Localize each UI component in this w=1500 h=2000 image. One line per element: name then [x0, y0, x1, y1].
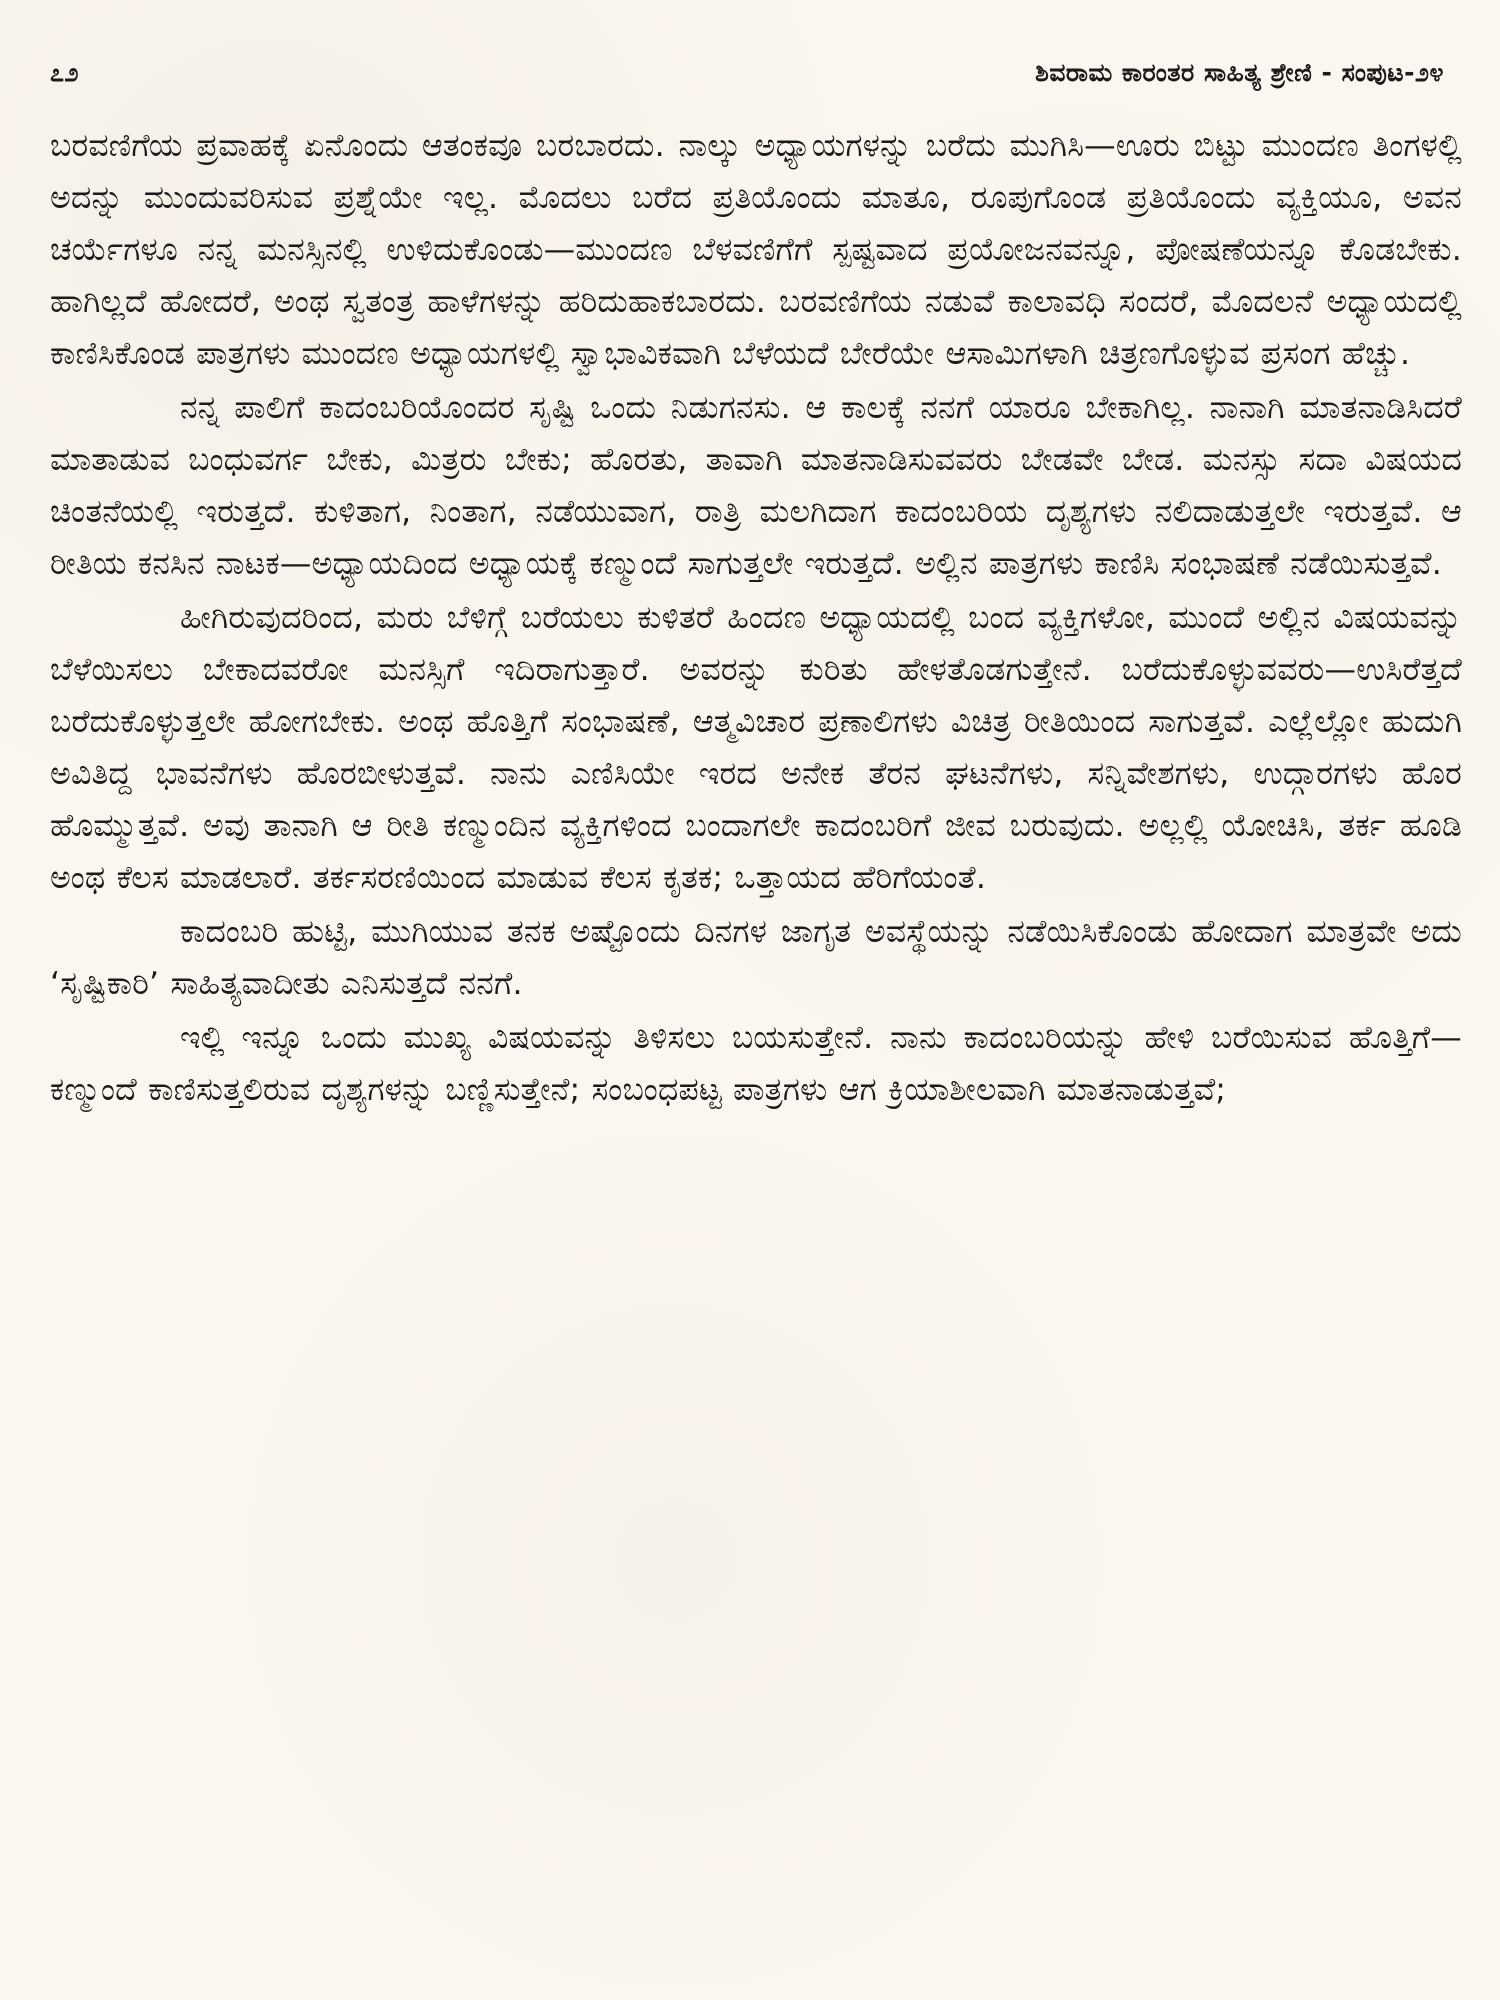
paragraph-4: ಕಾದಂಬರಿ ಹುಟ್ಟಿ, ಮುಗಿಯುವ ತನಕ ಅಷ್ಟೊಂದು ದಿನಗಳ ಜಾಗೃತ ಅವಸ್ಥೆಯನ್ನು ನಡೆಯಿಸಿಕೊಂಡು ಹೋದಾಗ ಮಾತ್ರವೇ ಅದು ‘ಸೃಷ್ಟಿಕಾರಿ’ ಸಾಹಿತ್ಯವಾದೀತು ಎನಿಸುತ್ತದೆ ನನಗೆ. — [50, 914, 1462, 1002]
paragraph-1: ಬರವಣಿಗೆಯ ಪ್ರವಾಹಕ್ಕೆ ಏನೊಂದು ಆತಂಕವೂ ಬರಬಾರದು. ನಾಲ್ಕು ಅಧ್ಯಾಯಗಳನ್ನು ಬರೆದು ಮುಗಿಸಿ—ಊರು ಬಿಟ್ಟು ಮುಂದಣ ತಿಂಗಳಲ್ಲಿ ಅದನ್ನು ಮುಂದುವರಿಸುವ ಪ್ರಶ್ನೆಯೇ ಇಲ್ಲ. ಮೊದಲು ಬರೆದ ಪ್ರತಿಯೊಂದು ಮಾತೂ, ರೂಪುಗೊಂಡ ಪ್ರತಿಯೊಂದು ವ್ಯಕ್ತಿಯೂ, ಅವನ ಚರ್ಯೆಗಳೂ ನನ್ನ ಮನಸ್ಸಿನಲ್ಲಿ ಉಳಿದುಕೊಂಡು—ಮುಂದಣ ಬೆಳವಣಿಗೆಗೆ ಸ್ಪಷ್ಟವಾದ ಪ್ರಯೋಜನವನ್ನೂ, ಪೋಷಣೆಯನ್ನೂ ಕೊಡಬೇಕು. ಹಾಗಿಲ್ಲದೆ ಹೋದರೆ, ಅಂಥ ಸ್ವತಂತ್ರ ಹಾಳೆಗಳನ್ನು ಹರಿದುಹಾಕಬಾರದು. ಬರವಣಿಗೆಯ ನಡುವೆ ಕಾಲಾವಧಿ ಸಂದರೆ, ಮೊದಲನೆ ಅಧ್ಯಾಯದಲ್ಲಿ ಕಾಣಿಸಿಕೊಂಡ ಪಾತ್ರಗಳು ಮುಂದಣ ಅಧ್ಯಾಯಗಳಲ್ಲಿ ಸ್ವಾಭಾವಿಕವಾಗಿ ಬೆಳೆಯದೆ ಬೇರೆಯೇ ಆಸಾಮಿಗಳಾಗಿ ಚಿತ್ರಣಗೊಳ್ಳುವ ಪ್ರಸಂಗ ಹೆಚ್ಚು. — [50, 128, 1462, 372]
page-number: ೭೨ — [50, 58, 80, 87]
paragraph-2: ನನ್ನ ಪಾಲಿಗೆ ಕಾದಂಬರಿಯೊಂದರ ಸೃಷ್ಟಿ ಒಂದು ನಿಡುಗನಸು. ಆ ಕಾಲಕ್ಕೆ ನನಗೆ ಯಾರೂ ಬೇಕಾಗಿಲ್ಲ. ನಾನಾಗಿ ಮಾತನಾಡಿಸಿದರೆ ಮಾತಾಡುವ ಬಂಧುವರ್ಗ ಬೇಕು, ಮಿತ್ರರು ಬೇಕು; ಹೊರತು, ತಾವಾಗಿ ಮಾತನಾಡಿಸುವವರು ಬೇಡವೇ ಬೇಡ. ಮನಸ್ಸು ಸದಾ ವಿಷಯದ ಚಿಂತನೆಯಲ್ಲಿ ಇರುತ್ತದೆ. ಕುಳಿತಾಗ, ನಿಂತಾಗ, ನಡೆಯುವಾಗ, ರಾತ್ರಿ ಮಲಗಿದಾಗ ಕಾದಂಬರಿಯ ದೃಶ್ಯಗಳು ನಲಿದಾಡುತ್ತಲೇ ಇರುತ್ತವೆ. ಆ ರೀತಿಯ ಕನಸಿನ ನಾಟಕ—ಅಧ್ಯಾಯದಿಂದ ಅಧ್ಯಾಯಕ್ಕೆ ಕಣ್ಮುಂದೆ ಸಾಗುತ್ತಲೇ ಇರುತ್ತದೆ. ಅಲ್ಲಿನ ಪಾತ್ರಗಳು ಕಾಣಿಸಿ ಸಂಭಾಷಣೆ ನಡೆಯಿಸುತ್ತವೆ. — [50, 390, 1462, 582]
page-header — [50, 58, 1462, 110]
paragraph-3: ಹೀಗಿರುವುದರಿಂದ, ಮರು ಬೆಳಿಗ್ಗೆ ಬರೆಯಲು ಕುಳಿತರೆ ಹಿಂದಣ ಅಧ್ಯಾಯದಲ್ಲಿ ಬಂದ ವ್ಯಕ್ತಿಗಳೋ, ಮುಂದೆ ಅಲ್ಲಿನ ವಿಷಯವನ್ನು ಬೆಳೆಯಿಸಲು ಬೇಕಾದವರೋ ಮನಸ್ಸಿಗೆ ಇದಿರಾಗುತ್ತಾರೆ. ಅವರನ್ನು ಕುರಿತು ಹೇಳತೊಡಗುತ್ತೇನೆ. ಬರೆದುಕೊಳ್ಳುವವರು—ಉಸಿರೆತ್ತದೆ ಬರೆದುಕೊಳ್ಳುತ್ತಲೇ ಹೋಗಬೇಕು. ಅಂಥ ಹೊತ್ತಿಗೆ ಸಂಭಾಷಣೆ, ಆತ್ಮವಿಚಾರ ಪ್ರಣಾಲಿಗಳು ವಿಚಿತ್ರ ರೀತಿಯಿಂದ ಸಾಗುತ್ತವೆ. ಎಲ್ಲೆಲ್ಲೋ ಹುದುಗಿ ಅವಿತಿದ್ದ ಭಾವನೆಗಳು ಹೊರಬೀಳುತ್ತವೆ. ನಾನು ಎಣಿಸಿಯೇ ಇರದ ಅನೇಕ ತೆರನ ಘಟನೆಗಳು, ಸನ್ನಿವೇಶಗಳು, ಉದ್ಗಾರಗಳು ಹೊರ ಹೊಮ್ಮುತ್ತವೆ. ಅವು ತಾನಾಗಿ ಆ ರೀತಿ ಕಣ್ಮುಂದಿನ ವ್ಯಕ್ತಿಗಳಿಂದ ಬಂದಾಗಲೇ ಕಾದಂಬರಿಗೆ ಜೀವ ಬರುವುದು. ಅಲ್ಲಲ್ಲಿ ಯೋಚಿಸಿ, ತರ್ಕ ಹೂಡಿ ಅಂಥ ಕೆಲಸ ಮಾಡಲಾರೆ. ತರ್ಕಸರಣಿಯಿಂದ ಮಾಡುವ ಕೆಲಸ ಕೃತಕ; ಒತ್ತಾಯದ ಹೆರಿಗೆಯಂತೆ. — [50, 600, 1462, 896]
running-head: ಶಿವರಾಮ ಕಾರಂತರ ಸಾಹಿತ್ಯ ಶ್ರೇಣಿ - ಸಂಪುಟ-೨೪ — [1035, 58, 1444, 87]
page-body — [50, 120, 1462, 1116]
paragraph-5: ಇಲ್ಲಿ ಇನ್ನೂ ಒಂದು ಮುಖ್ಯ ವಿಷಯವನ್ನು ತಿಳಿಸಲು ಬಯಸುತ್ತೇನೆ. ನಾನು ಕಾದಂಬರಿಯನ್ನು ಹೇಳಿ ಬರೆಯಿಸುವ ಹೊತ್ತಿಗೆ—ಕಣ್ಮುಂದೆ ಕಾಣಿಸುತ್ತಲಿರುವ ದೃಶ್ಯಗಳನ್ನು ಬಣ್ಣಿಸುತ್ತೇನೆ; ಸಂಬಂಧಪಟ್ಟ ಪಾತ್ರಗಳು ಆಗ ಕ್ರಿಯಾಶೀಲವಾಗಿ ಮಾತನಾಡುತ್ತವೆ; — [50, 1020, 1462, 1108]
